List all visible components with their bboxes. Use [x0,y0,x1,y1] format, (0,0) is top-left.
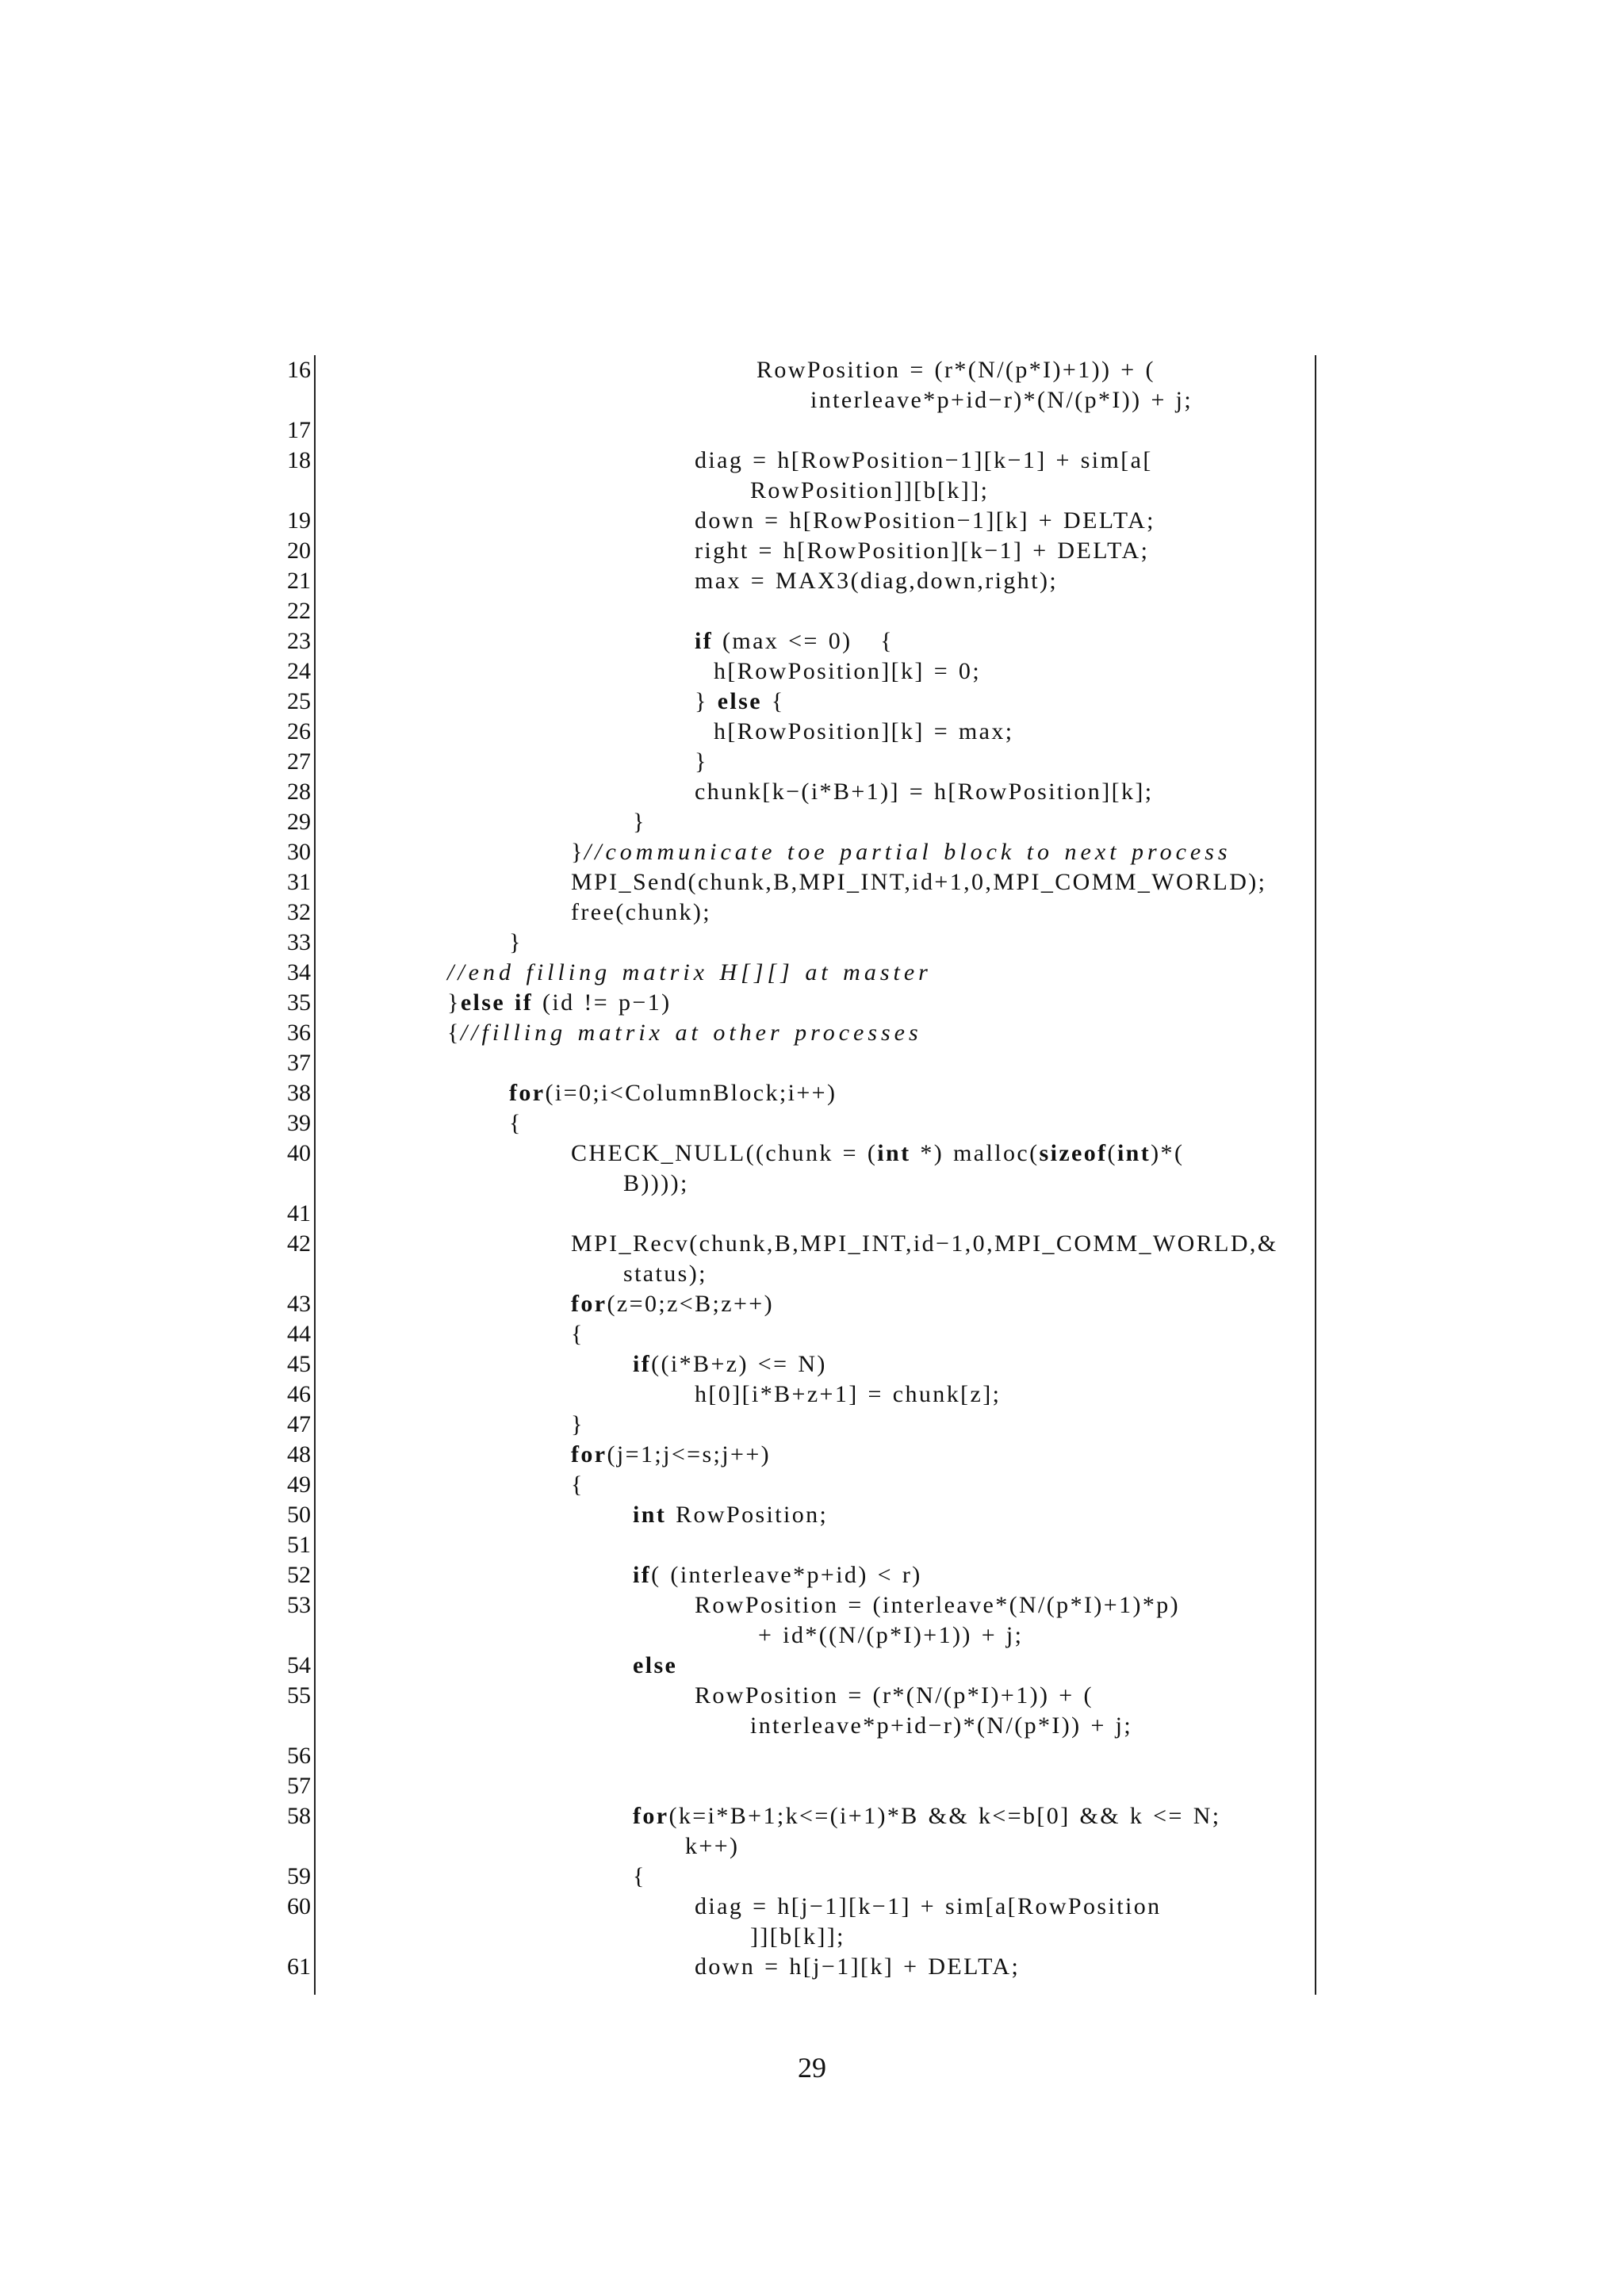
code-line [571,897,711,928]
code-line [571,1319,584,1349]
line-number: 51 [287,1532,311,1558]
line-number: 36 [287,1020,311,1046]
code-line [447,988,672,1018]
code-text: RowPosition = (r*(N/(p*I)+1)) + ( [756,357,1155,383]
code-text: right = h[RowPosition][k−1] + DELTA; [695,538,1150,564]
keyword: else [717,688,762,714]
code-text: (j=1;j<=s;j++) [607,1441,772,1468]
keyword: if [633,1351,652,1377]
code-line [695,1380,1001,1410]
code-text: { [571,1321,584,1347]
code-text: down = h[j−1][k] + DELTA; [695,1954,1021,1980]
code-text: ( [1107,1140,1117,1166]
line-number: 24 [287,658,311,684]
code-line [571,1138,1184,1169]
line-number: 32 [287,899,311,925]
line-number: 43 [287,1291,311,1317]
code-line [633,1862,646,1892]
line-number: 39 [287,1110,311,1136]
code-text: h[0][i*B+z+1] = chunk[z]; [695,1381,1002,1407]
code-text: { [571,1471,584,1498]
keyword: for [571,1441,607,1468]
code-line [695,687,785,717]
line-number: 29 [287,809,311,835]
line-number: 16 [287,357,311,383]
code-line [695,446,1153,476]
line-number: 44 [287,1321,311,1347]
line-number: 53 [287,1592,311,1618]
code-text: ( (interleave*p+id) < r) [651,1562,922,1588]
line-number: 46 [287,1381,311,1407]
line-number: 22 [287,598,311,624]
code-line-continuation [750,476,989,506]
code-line [695,536,1149,566]
code-text: RowPosition]][b[k]]; [750,477,990,503]
code-text: CHECK_NULL((chunk = ( [571,1140,878,1166]
keyword: if [633,1562,652,1588]
line-number: 35 [287,989,311,1016]
code-line [695,1681,1094,1711]
code-text: { [761,688,785,714]
code-line [571,1410,584,1440]
line-number: 21 [287,568,311,594]
code-line [447,1018,922,1048]
line-number: 17 [287,417,311,443]
code-line [571,1470,584,1500]
line-number: 33 [287,929,311,955]
comment: //communicate toe partial block to next process [584,839,1231,865]
line-number: 50 [287,1502,311,1528]
comment: //end filling matrix H[][] at master [447,959,932,985]
keyword: sizeof [1039,1140,1108,1166]
line-number: 59 [287,1863,311,1889]
code-line [695,506,1155,536]
keyword: for [509,1080,546,1106]
code-text: (id != p−1) [533,989,672,1016]
code-text: k++) [685,1833,740,1859]
code-text: } [447,989,461,1016]
keyword: int [877,1140,911,1166]
code-text: free(chunk); [571,899,712,925]
code-text: h[RowPosition][k] = max; [714,718,1014,744]
keyword: else if [460,989,534,1016]
line-number: 25 [287,688,311,714]
code-text: { [447,1020,461,1046]
line-number: 58 [287,1803,311,1829]
code-listing [270,355,1316,1995]
line-number: 20 [287,538,311,564]
code-line [571,1229,1278,1259]
code-text: diag = h[j−1][k−1] + sim[a[RowPosition [695,1893,1162,1919]
code-text: (max <= 0) { [713,628,894,654]
code-line-continuation [810,385,1193,415]
keyword: int [1116,1140,1151,1166]
code-line-continuation [623,1259,707,1289]
code-text: chunk[k−(i*B+1)] = h[RowPosition][k]; [695,779,1154,805]
gutter-rule [314,355,316,1995]
line-number: 56 [287,1743,311,1769]
code-text: RowPosition = (interleave*(N/(p*I)+1)*p) [695,1592,1181,1618]
code-text: h[RowPosition][k] = 0; [714,658,982,684]
line-number: 28 [287,779,311,805]
code-line [633,807,646,837]
code-line [756,355,1155,385]
line-number: 26 [287,718,311,744]
code-line-continuation [623,1169,689,1199]
line-number: 41 [287,1200,311,1226]
line-number: 19 [287,507,311,534]
code-text: MPI_Send(chunk,B,MPI_INT,id+1,0,MPI_COMM_WORLD); [571,869,1267,895]
code-text: RowPosition = (r*(N/(p*I)+1)) + ( [695,1682,1094,1709]
code-line [633,1560,922,1590]
line-number: 18 [287,447,311,473]
code-line [695,1892,1162,1922]
code-text: + id*((N/(p*I)+1)) + j; [758,1622,1024,1648]
code-text: status); [623,1261,707,1287]
code-line-continuation [750,1711,1132,1741]
code-line [695,566,1058,596]
code-text: max = MAX3(diag,down,right); [695,568,1059,594]
code-text: { [633,1863,646,1889]
code-text: *) malloc( [910,1140,1040,1166]
comment: //filling matrix at other processes [460,1020,922,1046]
line-number: 40 [287,1140,311,1166]
code-text: (k=i*B+1;k<=(i+1)*B && k<=b[0] && k <= N; [668,1803,1221,1829]
code-text: (z=0;z<B;z++) [607,1291,774,1317]
code-line [633,1651,677,1681]
code-text: } [695,748,708,775]
code-line [509,1108,523,1138]
page-number: 29 [798,2052,826,2084]
code-line [571,1289,774,1319]
code-text: )*( [1151,1140,1185,1166]
line-number: 47 [287,1411,311,1437]
code-line [633,1801,1221,1831]
code-text: } [571,1411,584,1437]
line-number: 27 [287,748,311,775]
line-number: 37 [287,1050,311,1076]
code-line [509,1078,837,1108]
line-number: 45 [287,1351,311,1377]
code-text: (i=0;i<ColumnBlock;i++) [545,1080,837,1106]
code-text: down = h[RowPosition−1][k] + DELTA; [695,507,1155,534]
line-number: 60 [287,1893,311,1919]
line-number: 42 [287,1230,311,1257]
line-number: 57 [287,1773,311,1799]
line-number: 49 [287,1471,311,1498]
code-line-continuation [750,1922,845,1952]
code-text: } [633,809,646,835]
code-line [633,1500,828,1530]
code-line-continuation [758,1621,1023,1651]
code-text: RowPosition; [666,1502,829,1528]
code-line [695,1952,1020,1982]
line-number: 30 [287,839,311,865]
code-text: ((i*B+z) <= N) [651,1351,827,1377]
line-number: 34 [287,959,311,985]
line-number: 48 [287,1441,311,1468]
code-line [695,626,894,656]
code-text: diag = h[RowPosition−1][k−1] + sim[a[ [695,447,1153,473]
code-line [571,837,1231,867]
code-line [695,747,708,777]
code-line [714,717,1014,747]
keyword: for [633,1803,669,1829]
code-line [571,1440,771,1470]
code-line [571,867,1266,897]
right-frame-rule [1315,355,1316,1995]
code-text: interleave*p+id−r)*(N/(p*I)) + j; [750,1712,1133,1739]
line-number: 31 [287,869,311,895]
code-text: } [695,688,718,714]
code-text: interleave*p+id−r)*(N/(p*I)) + j; [810,387,1193,413]
code-text: } [571,839,584,865]
code-line [633,1349,827,1380]
keyword: int [633,1502,667,1528]
code-line [695,1590,1180,1621]
line-number: 54 [287,1652,311,1678]
keyword: else [633,1652,678,1678]
line-number: 55 [287,1682,311,1709]
keyword: for [571,1291,607,1317]
code-line [695,777,1154,807]
code-text: { [509,1110,523,1136]
code-line [509,928,523,958]
code-text: } [509,929,523,955]
code-line [714,656,981,687]
line-number: 38 [287,1080,311,1106]
code-text: ]][b[k]]; [750,1923,845,1950]
code-text: B)))); [623,1170,689,1196]
line-number: 23 [287,628,311,654]
code-text: MPI_Recv(chunk,B,MPI_INT,id−1,0,MPI_COMM_WORLD,& [571,1230,1278,1257]
code-line-continuation [685,1831,739,1862]
line-number: 61 [287,1954,311,1980]
keyword: if [695,628,714,654]
line-number: 52 [287,1562,311,1588]
code-line [447,958,932,988]
